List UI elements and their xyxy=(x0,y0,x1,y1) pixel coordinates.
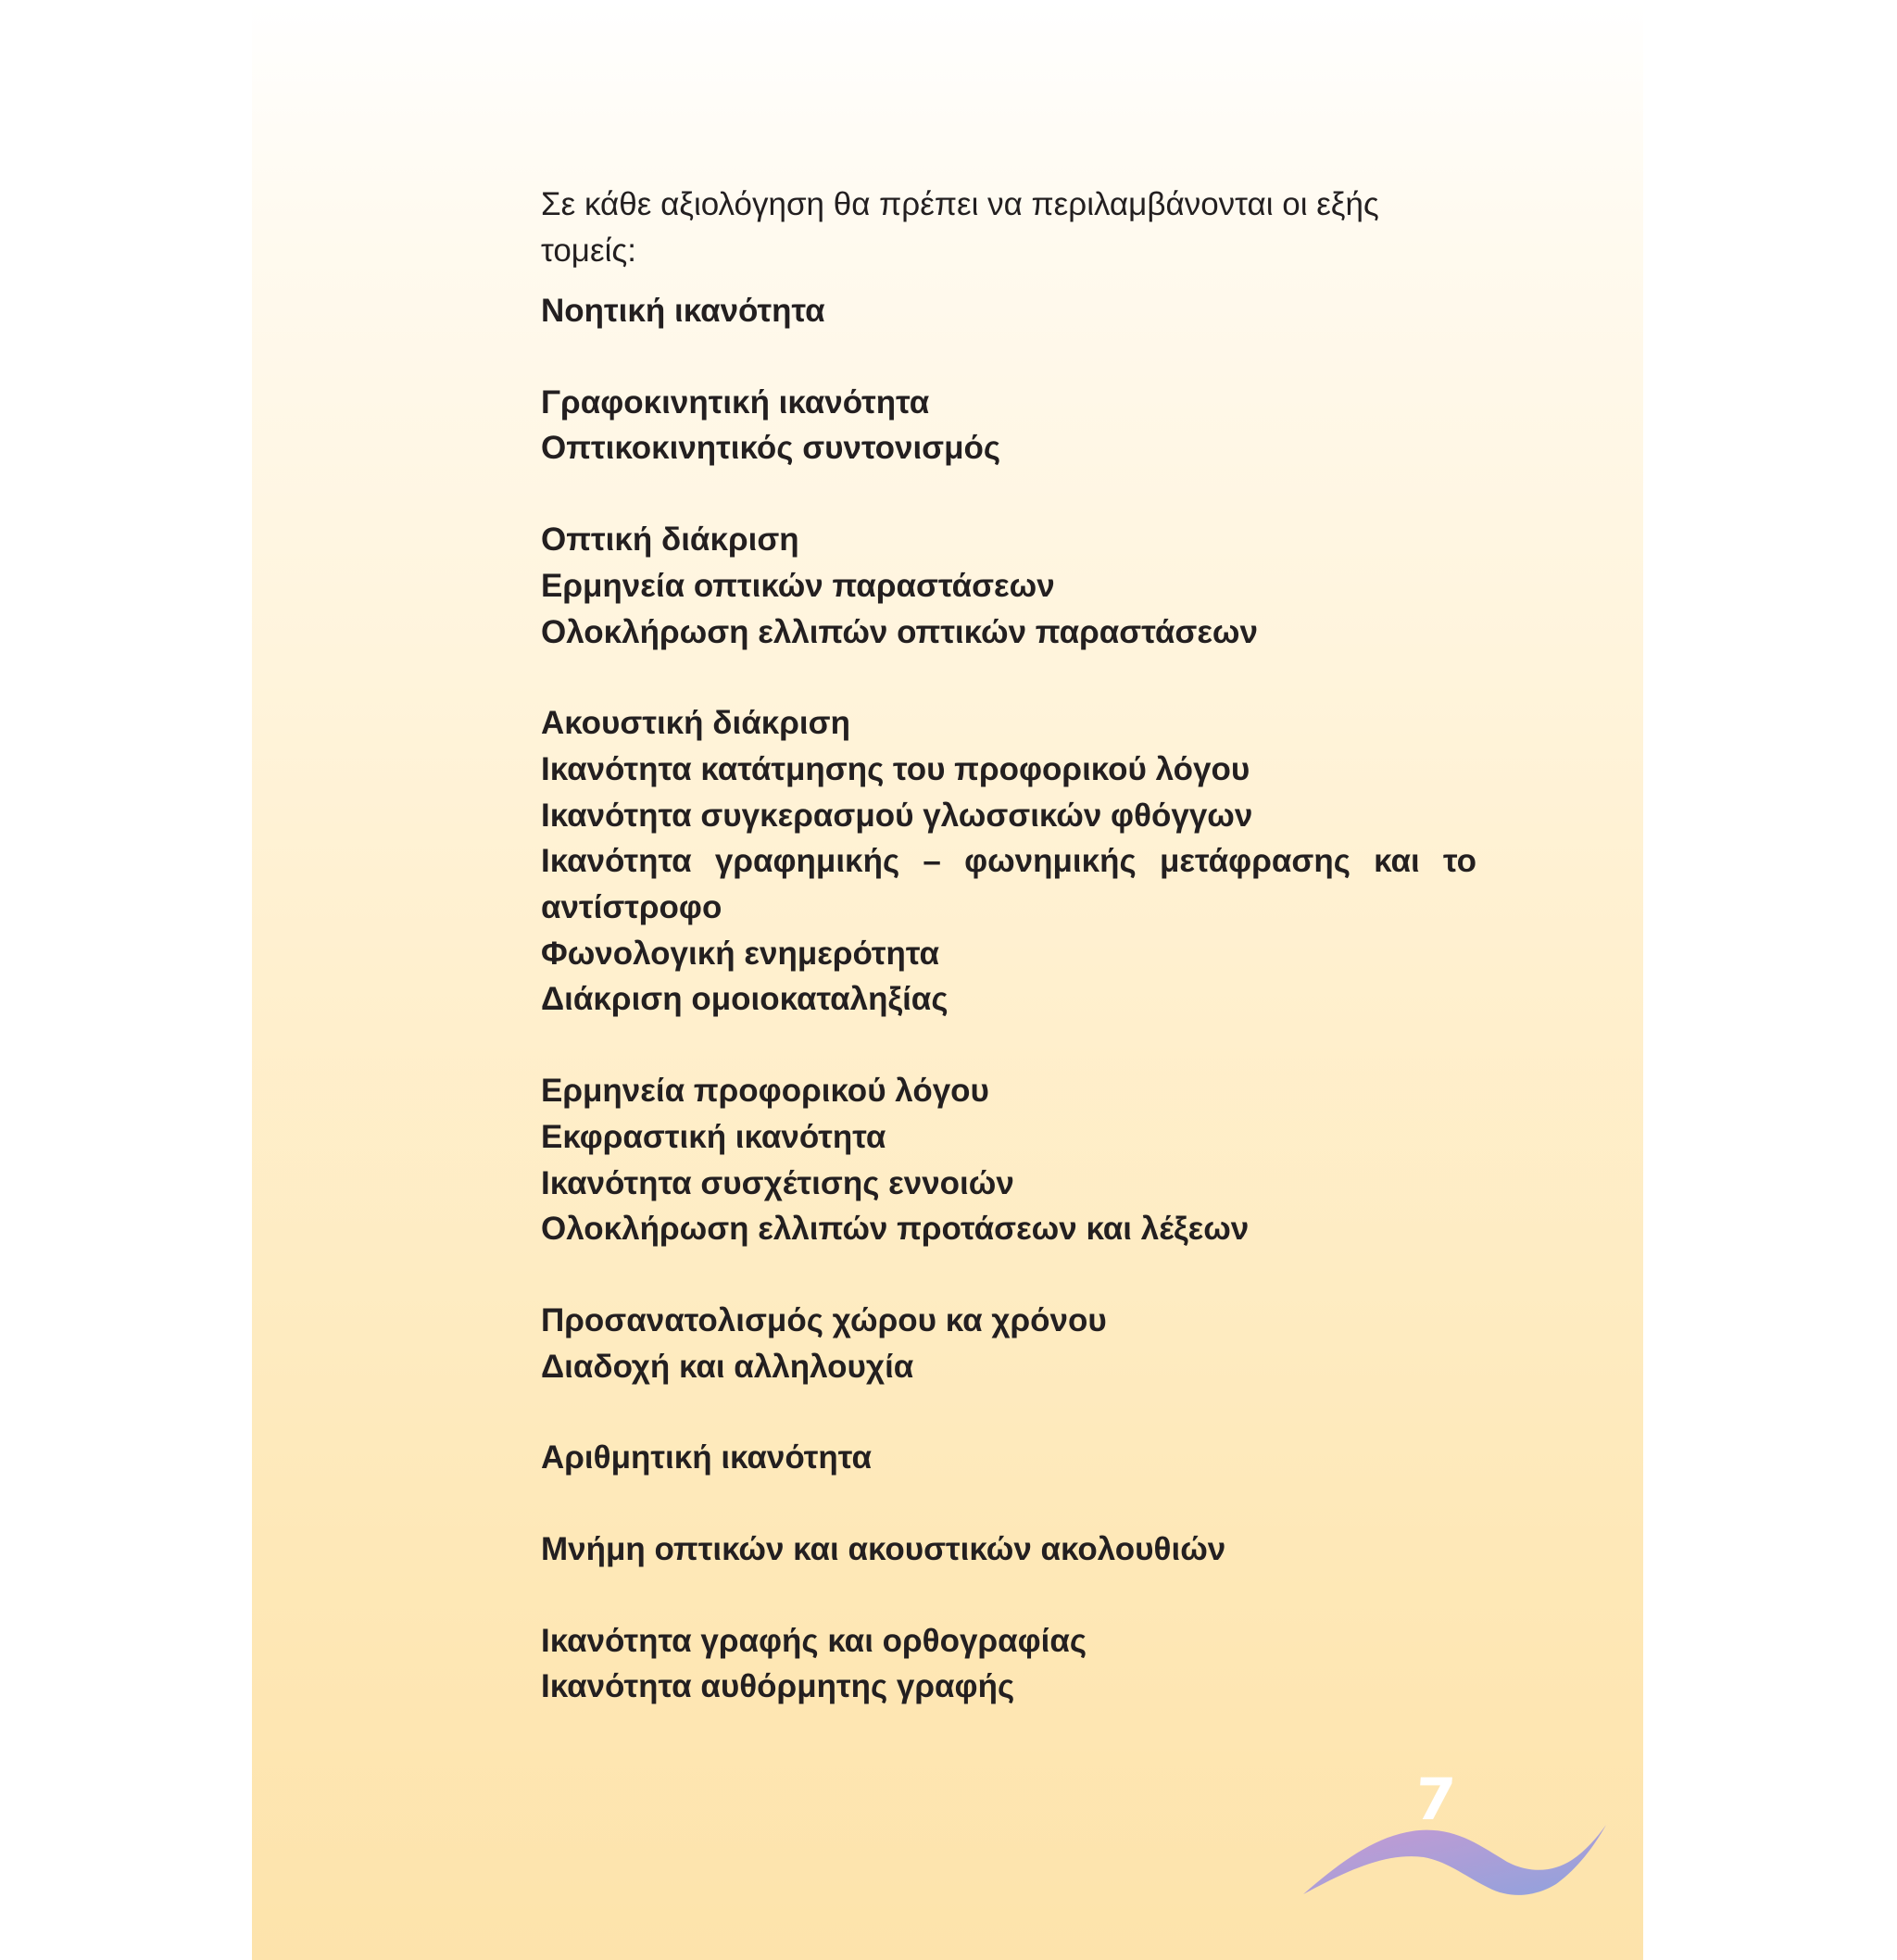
wave-decoration-icon xyxy=(1299,1765,1614,1908)
assessment-area: Μνήμη οπτικών και ακουστικών ακολουθιών xyxy=(541,1531,1226,1568)
assessment-area: Ολοκλήρωση ελλιπών προτάσεων και λέξεων xyxy=(541,1211,1250,1248)
assessment-area: Ικανότητα γραφής και ορθογραφίας xyxy=(541,1622,1087,1659)
section-group xyxy=(541,1527,1476,1573)
assessment-area: Γραφοκινητική ικανότητα xyxy=(541,383,930,421)
section-group xyxy=(541,1618,1476,1710)
section-group xyxy=(541,288,1476,334)
assessment-area: Ικανότητα συσχέτισης εννοιών xyxy=(541,1164,1014,1201)
assessment-area: Ικανότητα αυθόρμητης γραφής xyxy=(541,1668,1015,1705)
assessment-area: Ικανότητα συγκερασμού γλωσσικών φθόγγων xyxy=(541,797,1253,834)
assessment-area: Ερμηνεία προφορικού λόγου xyxy=(541,1073,989,1110)
assessment-area: Οπτική διάκριση xyxy=(541,521,799,559)
assessment-area: Διαδοχή και αλληλουχία xyxy=(541,1348,914,1385)
section-group xyxy=(541,1298,1476,1389)
assessment-area: Αριθμητική ικανότητα xyxy=(541,1439,872,1476)
assessment-area: Ερμηνεία οπτικών παραστάσεων xyxy=(541,567,1055,604)
section-group xyxy=(541,1068,1476,1252)
section-group xyxy=(541,517,1476,655)
intro-paragraph: Σε κάθε αξιολόγηση θα πρέπει να περιλαμβάνονται οι εξής τομείς: xyxy=(541,186,1379,269)
assessment-area: Ικανότητα κατάτμησης του προφορικού λόγου xyxy=(541,750,1250,787)
assessment-area: Ακουστική διάκριση xyxy=(541,705,850,742)
assessment-area: Εκφραστική ικανότητα xyxy=(541,1118,886,1155)
section-group xyxy=(541,700,1476,1023)
assessment-area: Οπτικοκινητικός συντονισμός xyxy=(541,430,1001,467)
section-group xyxy=(541,380,1476,471)
assessment-area: Ικανότητα γραφημικής – φωνημικής μετάφρασης και το αντίστροφο xyxy=(541,843,1476,926)
assessment-area: Φωνολογική ενημερότητα xyxy=(541,935,940,972)
page-content xyxy=(541,182,1476,1755)
page-number: 7 xyxy=(1413,1765,1458,1833)
assessment-area: Νοητική ικανότητα xyxy=(541,293,825,329)
assessment-area: Ολοκλήρωση ελλιπών οπτικών παραστάσεων xyxy=(541,613,1258,650)
assessment-area: Διάκριση ομοιοκαταληξίας xyxy=(541,981,948,1018)
assessment-area: Προσανατολισμός χώρου κα χρόνου xyxy=(541,1301,1107,1338)
section-group xyxy=(541,1435,1476,1481)
document-page xyxy=(252,0,1643,1960)
